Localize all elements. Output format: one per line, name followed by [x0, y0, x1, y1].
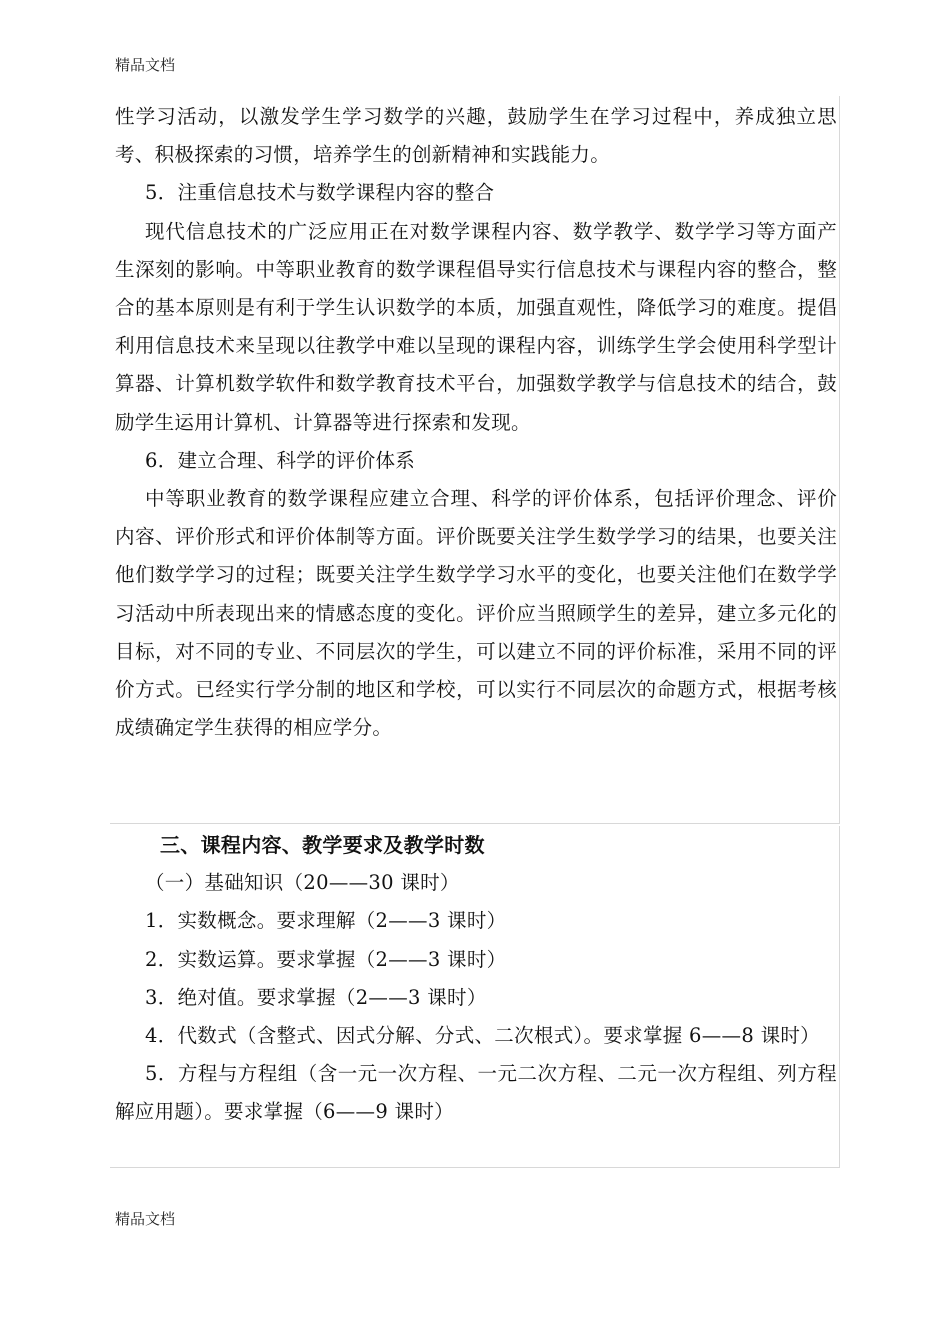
paragraph-information-technology: 现代信息技术的广泛应用正在对数学课程内容、数学教学、数学学习等方面产生深刻的影响。中等职业教育的数学课程倡导实行信息技术与课程内容的整合，整合的基本原则是有利于学生认识数学的本质，加强直观性，降低学习的难度。提倡利用信息技术来呈现以往教学中难以呈现的课程内容，训练学生学会使用科学型计算器、计算机数学软件和数学教育技术平台，加强数学教学与信息技术的结合，鼓励学生运用计算机、计算器等进行探索和发现。 — [115, 219, 837, 434]
footer-watermark: 精品文档 — [115, 1210, 176, 1228]
list-item: 4．代数式（含整式、因式分解、分式、二次根式）。要求掌握 6——8 课时） — [145, 1024, 820, 1048]
list-item: 3．绝对值。要求掌握（2——3 课时） — [145, 985, 487, 1009]
section-course-content — [115, 826, 837, 1132]
list-item: 5．方程与方程组（含一元一次方程、一元二次方程、二元一次方程组、列方程解应用题）。要求掌握（6——9 课时） — [115, 1062, 837, 1124]
list-item: 2．实数运算。要求掌握（2——3 课时） — [145, 947, 507, 971]
subsection-basic-knowledge: （一）基础知识（20——30 课时） — [145, 871, 460, 895]
header-watermark: 精品文档 — [115, 56, 176, 74]
paragraph-continued: 性学习活动，以激发学生学习数学的兴趣，鼓励学生在学习过程中，养成独立思考、积极探索的习惯，培养学生的创新精神和实践能力。 — [115, 105, 837, 167]
subheading-6: 6．建立合理、科学的评价体系 — [145, 448, 416, 472]
list-item: 1．实数概念。要求理解（2——3 课时） — [145, 909, 507, 933]
subheading-5: 5．注重信息技术与数学课程内容的整合 — [145, 181, 495, 205]
section-title: 三、课程内容、教学要求及教学时数 — [160, 833, 485, 857]
paragraph-evaluation-system: 中等职业教育的数学课程应建立合理、科学的评价体系，包括评价理念、评价内容、评价形式和评价体制等方面。评价既要关注学生数学学习的结果，也要关注他们数学学习的过程；既要关注学生数学学习水平的变化，也要关注他们在数学学习活动中所表现出来的情感态度的变化。评价应当照顾学生的差异，建立多元化的目标，对不同的专业、不同层次的学生，可以建立不同的评价标准，采用不同的评价方式。已经实行学分制的地区和学校，可以实行不同层次的命题方式，根据考核成绩确定学生获得的相应学分。 — [115, 487, 837, 740]
section-teaching-suggestions — [115, 98, 837, 747]
